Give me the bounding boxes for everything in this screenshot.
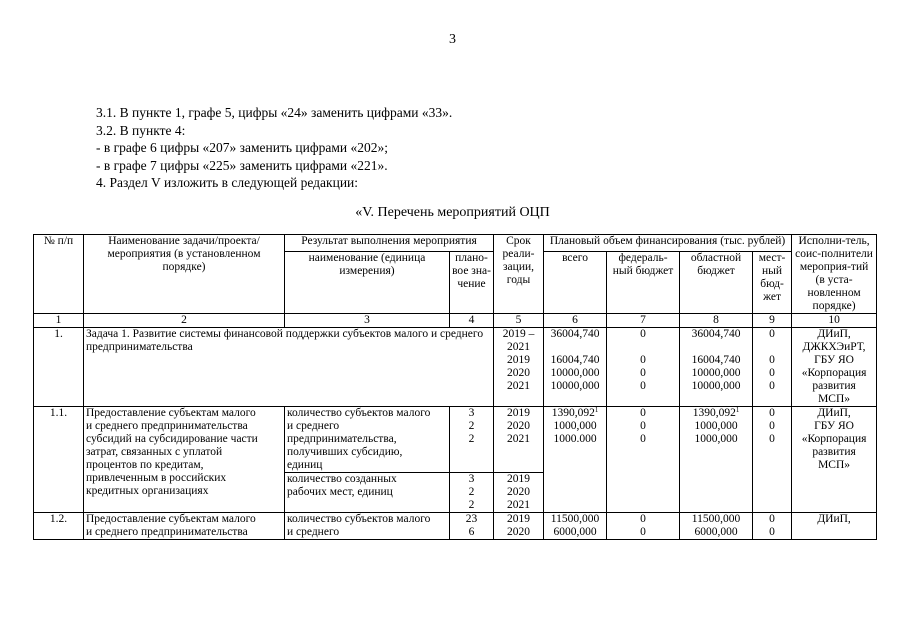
amount: 16004,740 bbox=[550, 354, 600, 366]
amount bbox=[682, 341, 750, 354]
header-funding: Плановый объем финансирования (тыс. рублей) bbox=[544, 235, 792, 252]
executor-line: ГБУ ЯО bbox=[814, 354, 854, 366]
regional-cell bbox=[680, 328, 753, 407]
result-plan bbox=[450, 407, 494, 473]
amount bbox=[609, 341, 677, 354]
amount: 1000,000 bbox=[553, 420, 597, 432]
plan-value: 2 bbox=[468, 499, 475, 511]
col-number: 6 bbox=[544, 314, 607, 328]
executor-line: развития bbox=[812, 446, 856, 458]
federal-cell bbox=[607, 513, 680, 540]
header-name: Наименование задачи/проекта/мероприятия (в установленном порядке) bbox=[84, 235, 285, 314]
year: 2021 bbox=[507, 380, 531, 392]
column-number-row bbox=[34, 314, 877, 328]
table-row bbox=[34, 513, 877, 540]
result-line: количество созданных bbox=[287, 473, 397, 485]
amount: 10000,000 bbox=[691, 380, 741, 392]
result-plan bbox=[450, 513, 494, 540]
amount: 0 bbox=[640, 513, 646, 525]
plan-value: 3 bbox=[468, 473, 475, 485]
table-row bbox=[34, 407, 877, 473]
plan-value: 2 bbox=[468, 486, 475, 498]
local-cell bbox=[753, 407, 792, 513]
col-number: 4 bbox=[450, 314, 494, 328]
result-line: предпринимательства, bbox=[287, 433, 397, 445]
amount: 11500,000 bbox=[691, 513, 741, 525]
col-number: 3 bbox=[285, 314, 450, 328]
header-term: Срок реали-зации, годы bbox=[494, 235, 544, 314]
result-plan bbox=[450, 473, 494, 513]
year: 2020 bbox=[507, 526, 531, 538]
name-line: и среднего предпринимательства bbox=[86, 526, 248, 538]
result-name bbox=[285, 407, 450, 473]
amount-value: 1390,092 bbox=[551, 407, 595, 419]
intro-line: 3.1. В пункте 1, графе 5, цифры «24» заменить цифрами «33». bbox=[96, 105, 453, 120]
executor-cell bbox=[792, 407, 877, 513]
result-name bbox=[285, 513, 450, 540]
header-federal: федераль-ный бюджет bbox=[607, 251, 680, 314]
total-cell bbox=[544, 407, 607, 513]
term-cell bbox=[494, 407, 544, 473]
name-line: кредитных организациях bbox=[86, 485, 209, 497]
regional-cell bbox=[680, 407, 753, 513]
row-num: 1. bbox=[34, 328, 84, 407]
amount bbox=[546, 407, 604, 420]
header-row bbox=[34, 235, 877, 252]
year: 2021 bbox=[507, 433, 531, 445]
table-row bbox=[34, 328, 877, 407]
year: 2020 bbox=[507, 420, 531, 432]
amount bbox=[755, 341, 789, 354]
header-regional: областной бюджет bbox=[680, 251, 753, 314]
federal-cell bbox=[607, 407, 680, 513]
result-line: и среднего bbox=[287, 420, 340, 432]
measure-name bbox=[84, 513, 285, 540]
header-result-name: наименование (единица измерения) bbox=[285, 251, 450, 314]
amount: 0 bbox=[769, 526, 775, 538]
name-line: и среднего предпринимательства bbox=[86, 420, 248, 432]
amount: 0 bbox=[640, 328, 646, 340]
result-line: и среднего bbox=[287, 526, 340, 538]
amount: 6000,000 bbox=[694, 526, 738, 538]
plan-value: 6 bbox=[468, 526, 475, 538]
year: 2020 bbox=[507, 486, 531, 498]
col-number: 1 bbox=[34, 314, 84, 328]
result-line: единиц bbox=[287, 459, 323, 471]
term-cell bbox=[494, 513, 544, 540]
amount: 36004,740 bbox=[691, 328, 741, 340]
amount: 16004,740 bbox=[691, 354, 741, 366]
measure-name bbox=[84, 407, 285, 513]
header-total: всего bbox=[544, 251, 607, 314]
plan-value: 2 bbox=[468, 433, 475, 445]
amount: 36004,740 bbox=[550, 328, 600, 340]
result-line: получивших субсидию, bbox=[287, 446, 403, 458]
measures-table bbox=[33, 234, 877, 540]
amount: 10000,000 bbox=[691, 367, 741, 379]
amount: 0 bbox=[769, 407, 775, 419]
year: 2019 bbox=[507, 407, 531, 419]
col-number: 8 bbox=[680, 314, 753, 328]
local-cell bbox=[753, 513, 792, 540]
executor-line: ДИиП, bbox=[817, 328, 851, 340]
amount: 11500,000 bbox=[550, 513, 600, 525]
amount: 0 bbox=[640, 407, 646, 419]
col-number: 10 bbox=[792, 314, 877, 328]
header-num: № п/п bbox=[34, 235, 84, 314]
executor-line: ДИиП, bbox=[817, 407, 851, 419]
col-number: 2 bbox=[84, 314, 285, 328]
header-result-plan: плано-вое зна-чение bbox=[450, 251, 494, 314]
federal-cell bbox=[607, 328, 680, 407]
amount: 0 bbox=[769, 433, 775, 445]
result-line: количество субъектов малого bbox=[287, 407, 431, 419]
year: 2019 bbox=[507, 354, 531, 366]
name-line: субсидий на субсидирование части bbox=[86, 433, 258, 445]
amount: 0 bbox=[769, 367, 775, 379]
result-line: рабочих мест, единиц bbox=[287, 486, 393, 498]
amount: 0 bbox=[769, 420, 775, 432]
col-number: 5 bbox=[494, 314, 544, 328]
executor-line: «Корпорация bbox=[801, 433, 867, 445]
term-cell bbox=[494, 473, 544, 513]
plan-value: 2 bbox=[468, 420, 475, 432]
footnote-mark: 1 bbox=[735, 406, 740, 414]
amount: 10000,000 bbox=[550, 380, 600, 392]
intro-line: 4. Раздел V изложить в следующей редакции: bbox=[96, 175, 359, 191]
total-cell bbox=[544, 513, 607, 540]
name-line: затрат, связанных с уплатой bbox=[86, 446, 223, 458]
amount: 0 bbox=[640, 354, 646, 366]
amount: 0 bbox=[640, 420, 646, 432]
executor-line: «Корпорация bbox=[801, 367, 867, 379]
header-local: мест-ный бюд-жет bbox=[753, 251, 792, 314]
amount: 6000,000 bbox=[553, 526, 597, 538]
total-cell bbox=[544, 328, 607, 407]
amount: 0 bbox=[640, 433, 646, 445]
intro-line: 3.2. В пункте 4: bbox=[96, 122, 186, 138]
executor-line: МСП» bbox=[818, 459, 851, 471]
executor-line: ДИиП, bbox=[817, 513, 851, 525]
name-line: Предоставление субъектам малого bbox=[86, 407, 256, 419]
page-number: 3 bbox=[449, 32, 456, 47]
amount: 0 bbox=[769, 513, 775, 525]
amount: 0 bbox=[769, 328, 775, 340]
year: 2021 bbox=[507, 341, 531, 353]
year: 2019 bbox=[507, 513, 531, 525]
row-num: 1.1. bbox=[34, 407, 84, 513]
section-title: «V. Перечень мероприятий ОЦП bbox=[355, 205, 550, 220]
plan-value: 23 bbox=[465, 513, 478, 525]
amount: 1000,000 bbox=[694, 420, 738, 432]
plan-value: 3 bbox=[468, 407, 475, 419]
intro-line: - в графе 7 цифры «225» заменить цифрами «221». bbox=[96, 157, 388, 173]
year: 2019 – bbox=[502, 328, 535, 340]
header-executor: Исполни-тель, соис-полнители мероприя-тий (в уста-новленном порядке) bbox=[792, 235, 877, 314]
intro-line: - в графе 6 цифры «207» заменить цифрами «202»; bbox=[96, 140, 388, 156]
result-name bbox=[285, 473, 450, 513]
header-result: Результат выполнения мероприятия bbox=[285, 235, 494, 252]
result-line: количество субъектов малого bbox=[287, 513, 431, 525]
amount bbox=[682, 407, 750, 420]
year: 2019 bbox=[507, 473, 531, 485]
executor-line: ГБУ ЯО bbox=[814, 420, 854, 432]
amount: 0 bbox=[640, 367, 646, 379]
footnote-mark: 1 bbox=[594, 406, 599, 414]
executor-cell bbox=[792, 513, 877, 540]
executor-line: ДЖКХЭиРТ, bbox=[802, 341, 866, 353]
name-line: привлеченным в российских bbox=[86, 472, 227, 484]
amount: 1000.000 bbox=[553, 433, 597, 445]
year: 2020 bbox=[507, 367, 531, 379]
amount: 0 bbox=[640, 380, 646, 392]
amount-value: 1390,092 bbox=[692, 407, 736, 419]
term-cell bbox=[494, 328, 544, 407]
regional-cell bbox=[680, 513, 753, 540]
col-number: 7 bbox=[607, 314, 680, 328]
year: 2021 bbox=[507, 499, 531, 511]
amount bbox=[546, 341, 604, 354]
intro-text bbox=[96, 104, 452, 192]
executor-cell bbox=[792, 328, 877, 407]
task-title: Задача 1. Развитие системы финансовой поддержки субъектов малого и среднего предпринимательства bbox=[84, 328, 494, 407]
col-number: 9 bbox=[753, 314, 792, 328]
row-num: 1.2. bbox=[34, 513, 84, 540]
amount: 0 bbox=[769, 380, 775, 392]
name-line: Предоставление субъектам малого bbox=[86, 513, 256, 525]
local-cell bbox=[753, 328, 792, 407]
name-line: процентов по кредитам, bbox=[86, 459, 204, 471]
amount: 0 bbox=[769, 354, 775, 366]
amount: 10000,000 bbox=[550, 367, 600, 379]
amount: 0 bbox=[640, 526, 646, 538]
amount: 1000,000 bbox=[694, 433, 738, 445]
executor-line: МСП» bbox=[818, 393, 851, 405]
executor-line: развития bbox=[812, 380, 856, 392]
